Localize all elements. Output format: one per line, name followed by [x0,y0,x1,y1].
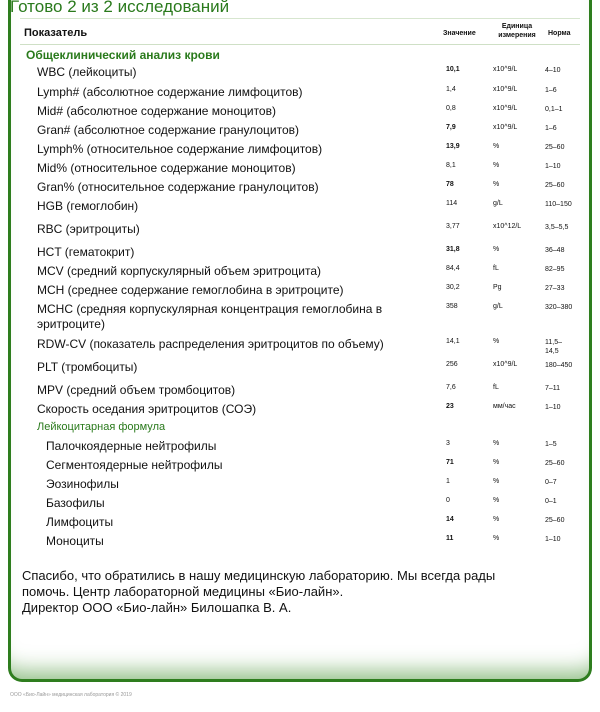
row-norm: 25–60 [545,460,565,467]
row-value: 23 [446,403,454,410]
row-value: 78 [446,181,454,188]
row-norm: 1–5 [545,441,557,448]
row-name: Gran% (относительное содержание гранулоцитов) [37,180,319,194]
row-value: 84,4 [446,265,460,272]
row-unit: x10^9/L [493,361,518,368]
row-value: 0 [446,497,450,504]
row-norm: 25–60 [545,182,565,189]
row-norm: 1–10 [545,536,561,543]
row-value: 7,6 [446,384,456,391]
row-name: Lymph% (относительное содержание лимфоцитов) [37,142,323,156]
header-name: Показатель [24,27,88,39]
row-norm: 82–95 [545,266,565,273]
row-name: Lymph# (абсолютное содержание лимфоцитов) [37,85,303,99]
row-unit: % [493,516,500,523]
row-norm: 0–1 [545,498,557,505]
row-value: 1 [446,478,450,485]
footer-copyright: ООО «Био-Лайн» медицинская лаборатория © 2019 [10,692,132,698]
row-norm: 320–380 [545,304,573,311]
row-name: Скорость оседания эритроцитов (СОЭ) [37,402,257,416]
row-value: 3 [446,440,450,447]
row-name: Эозинофилы [46,477,119,491]
row-value: 30,2 [446,284,460,291]
row-unit: x10^9/L [493,124,518,131]
row-unit: % [493,497,500,504]
row-unit: % [493,181,500,188]
closing-signature: Директор ООО «Био-лайн» Билошапка В. А. [22,600,292,615]
row-norm: 1–10 [545,404,561,411]
closing-message [22,568,567,616]
row-unit: x10^9/L [493,86,518,93]
header-unit [493,22,541,40]
row-norm: 0,1–1 [545,106,563,113]
row-value: 71 [446,459,454,466]
row-unit: % [493,143,500,150]
row-unit: % [493,162,500,169]
row-unit: x10^12/L [493,223,522,230]
row-name: Палочкоядерные нейтрофилы [46,439,217,453]
row-unit: % [493,459,500,466]
row-norm: 110–150 [545,201,572,208]
row-value: 3,77 [446,223,460,230]
row-name: MPV (средний объем тромбоцитов) [37,383,236,397]
row-norm: 1–10 [545,163,561,170]
row-value: 13,9 [446,143,460,150]
row-value: 14 [446,516,454,523]
row-name: Mid% (относительное содержание моноцитов) [37,161,296,175]
row-unit: g/L [493,200,503,207]
row-norm: 0–7 [545,479,557,486]
row-value: 31,8 [446,246,460,253]
header-unit-line2: измерения [498,32,536,39]
row-name: Gran# (абсолютное содержание гранулоцитов) [37,123,299,137]
row-norm: 1–6 [545,125,557,132]
table-header [20,18,580,45]
row-name: RDW-CV (показатель распределения эритроцитов по объему) [37,337,384,351]
row-norm: 36–48 [545,247,565,254]
row-unit: x10^9/L [493,105,518,112]
row-name: RBC (эритроциты) [37,222,140,236]
row-unit: % [493,535,500,542]
row-name: HGB (гемоглобин) [37,199,139,213]
row-value: 11 [446,535,454,542]
row-value: 10,1 [446,66,460,73]
row-norm: 25–60 [545,144,565,151]
closing-line: помочь. Центр лабораторной медицины «Био-лайн». [22,584,344,599]
row-norm: 7–11 [545,385,561,392]
row-unit: fL [493,265,499,272]
row-norm: 4–10 [545,67,561,74]
row-name: MCH (среднее содержание гемоглобина в эритроците) [37,283,344,297]
row-norm: 1–6 [545,87,557,94]
row-name: Базофилы [46,496,105,510]
header-value: Значение [443,30,476,37]
row-norm: 180–450 [545,362,573,369]
row-value: 358 [446,303,458,310]
section-title: Общеклинический анализ крови [26,48,220,62]
header-norm: Норма [548,30,571,37]
row-name: MCHC (средняя корпускулярная концентрация гемоглобина в эритроците) [37,302,383,331]
row-name: Лимфоциты [46,515,114,529]
row-unit: мм/час [493,403,516,410]
row-unit: Pg [493,284,502,291]
row-unit: % [493,338,500,345]
row-unit: fL [493,384,499,391]
row-norm: 25–60 [545,517,565,524]
row-name: Mid# (абсолютное содержание моноцитов) [37,104,276,118]
row-norm: 11,5–14,5 [545,339,562,355]
header-unit-line1: Единица [501,23,533,30]
row-value: 0,8 [446,105,456,112]
row-name: WBC (лейкоциты) [37,65,137,79]
row-value: 1,4 [446,86,456,93]
row-value: 8,1 [446,162,456,169]
subsection-title: Лейкоцитарная формула [37,421,166,433]
row-value: 114 [446,200,458,207]
closing-line: Спасибо, что обратились в нашу медицинскую лабораторию. Мы всегда рады [22,568,496,583]
row-value: 14,1 [446,338,460,345]
row-norm: 27–33 [545,285,565,292]
row-norm: 3,5–5,5 [545,224,569,231]
row-value: 256 [446,361,458,368]
row-name: PLT (тромбоциты) [37,360,138,374]
row-name: Моноциты [46,534,104,548]
row-unit: % [493,246,500,253]
row-unit: x10^9/L [493,66,518,73]
page-title: Готово 2 из 2 исследований [10,0,230,16]
row-name: Сегментоядерные нейтрофилы [46,458,223,472]
row-unit: g/L [493,303,503,310]
row-unit: % [493,440,500,447]
row-name: HCT (гематокрит) [37,245,135,259]
row-name: MCV (средний корпускулярный объем эритроцита) [37,264,321,278]
row-value: 7,9 [446,124,456,131]
row-unit: % [493,478,500,485]
